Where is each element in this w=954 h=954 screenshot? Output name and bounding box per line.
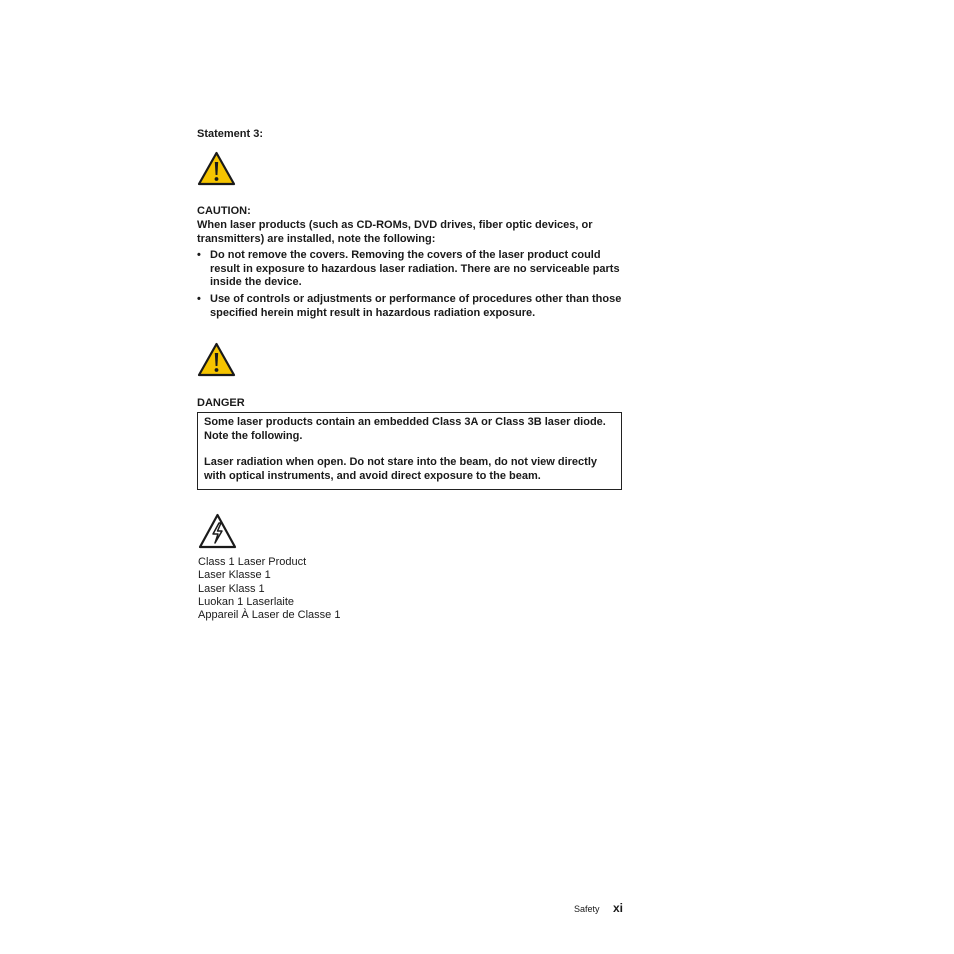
- page-number: xi: [613, 901, 624, 915]
- caution-label: CAUTION:: [197, 205, 251, 217]
- caution-bullet-text: Do not remove the covers. Removing the covers of the laser product could result in exposure to hazardous laser radiation. There are no serviceable parts inside the device.: [210, 249, 620, 288]
- danger-label: DANGER: [197, 397, 245, 409]
- laser-class-line: Luokan 1 Laserlaite: [198, 595, 295, 608]
- caution-intro: When laser products (such as CD-ROMs, DVD drives, fiber optic devices, or transmitters) are installed, note the following:: [197, 219, 593, 245]
- danger-paragraph: Some laser products contain an embedded Class 3A or Class 3B laser diode. Note the following.: [204, 416, 606, 442]
- electrical-hazard-icon: [198, 513, 237, 549]
- danger-box: [197, 412, 622, 490]
- list-item: [197, 293, 627, 320]
- laser-class-line: Laser Klass 1: [198, 582, 265, 595]
- warning-triangle-icon: [197, 342, 236, 377]
- statement-heading: Statement 3:: [197, 128, 264, 140]
- laser-class-line: Laser Klasse 1: [198, 569, 271, 582]
- list-item: [197, 249, 627, 290]
- laser-class-list: [198, 556, 340, 622]
- footer-section-name: Safety: [574, 904, 600, 914]
- caution-bullet-list: [197, 249, 627, 290]
- bullet-dot: •: [197, 293, 201, 305]
- warning-triangle-icon: [197, 151, 236, 186]
- danger-paragraph: Laser radiation when open. Do not stare into the beam, do not view directly with optical instruments, and avoid direct exposure to the beam.: [204, 456, 598, 482]
- bullet-dot: •: [197, 249, 201, 261]
- caution-bullet-list: [197, 293, 627, 320]
- laser-class-line: Appareil À Laser de Classe 1: [198, 609, 341, 622]
- caution-bullet-text: Use of controls or adjustments or performance of procedures other than those specified herein might result in hazardous radiation exposure.: [210, 293, 622, 319]
- laser-class-line: Class 1 Laser Product: [198, 556, 307, 568]
